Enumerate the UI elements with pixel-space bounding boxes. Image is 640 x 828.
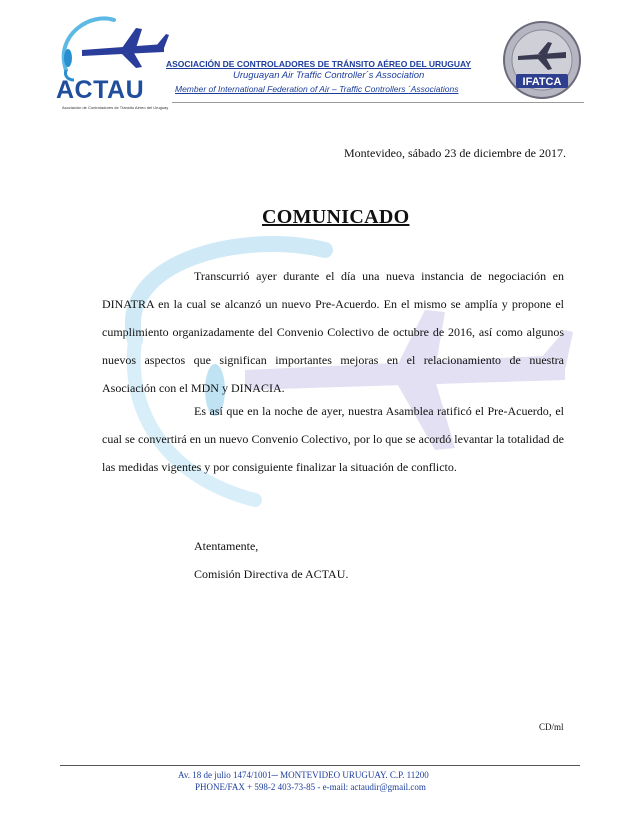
org-english-name: Uruguayan Air Traffic Controller´s Association [233, 70, 425, 81]
ifatca-text: IFATCA [522, 76, 562, 88]
logo-tagline: Asociación de Controladores de Tránsito Aéreo del Uruguay [62, 105, 169, 110]
actau-logo [52, 14, 170, 110]
letter-date: Montevideo, sábado 23 de diciembre de 2017. [344, 146, 566, 160]
paragraph-1: Transcurrió ayer durante el día una nueva instancia de negociación en DINATRA en la cual se alcanzó un nuevo Pre-Acuerdo. En el mismo se amplía y propone el cumplimiento organizadamente del Convenio Colectivo de octubre de 2016, así como algunos nuevos aspectos que significan importantes mejoras en el relacionamiento de nuestra Asociación con el MDN y DINACIA. [102, 269, 564, 395]
federation-membership: Member of International Federation of Air – Traffic Controllers ´Associations [175, 84, 459, 94]
reference-initials: CD/ml [539, 722, 564, 732]
footer-divider [60, 765, 580, 766]
org-name: ASOCIACIÓN DE CONTROLADORES DE TRÁNSITO AÉREO DEL URUGUAY [166, 59, 472, 69]
closing: Atentamente, [194, 539, 259, 553]
footer-contact: PHONE/FAX + 598-2 403-73-85 - e-mail: actaudir@gmail.com [195, 782, 426, 792]
page-title: COMUNICADO [262, 206, 410, 228]
paragraph-2: Es así que en la noche de ayer, nuestra Asamblea ratificó el Pre-Acuerdo, el cual se convertirá en un nuevo Convenio Colectivo, por lo que se acordó levantar la totalidad de las medidas vigentes y por consiguiente finalizar la situación de conflicto. [102, 404, 564, 474]
ifatca-seal-icon [502, 20, 582, 100]
header-divider [172, 102, 584, 103]
logo-brand-text: ACTAU [56, 76, 145, 104]
signature: Comisión Directiva de ACTAU. [194, 567, 349, 581]
footer-address: Av. 18 de julio 1474/1001─ MONTEVIDEO URUGUAY. C.P. 11200 [178, 770, 429, 780]
